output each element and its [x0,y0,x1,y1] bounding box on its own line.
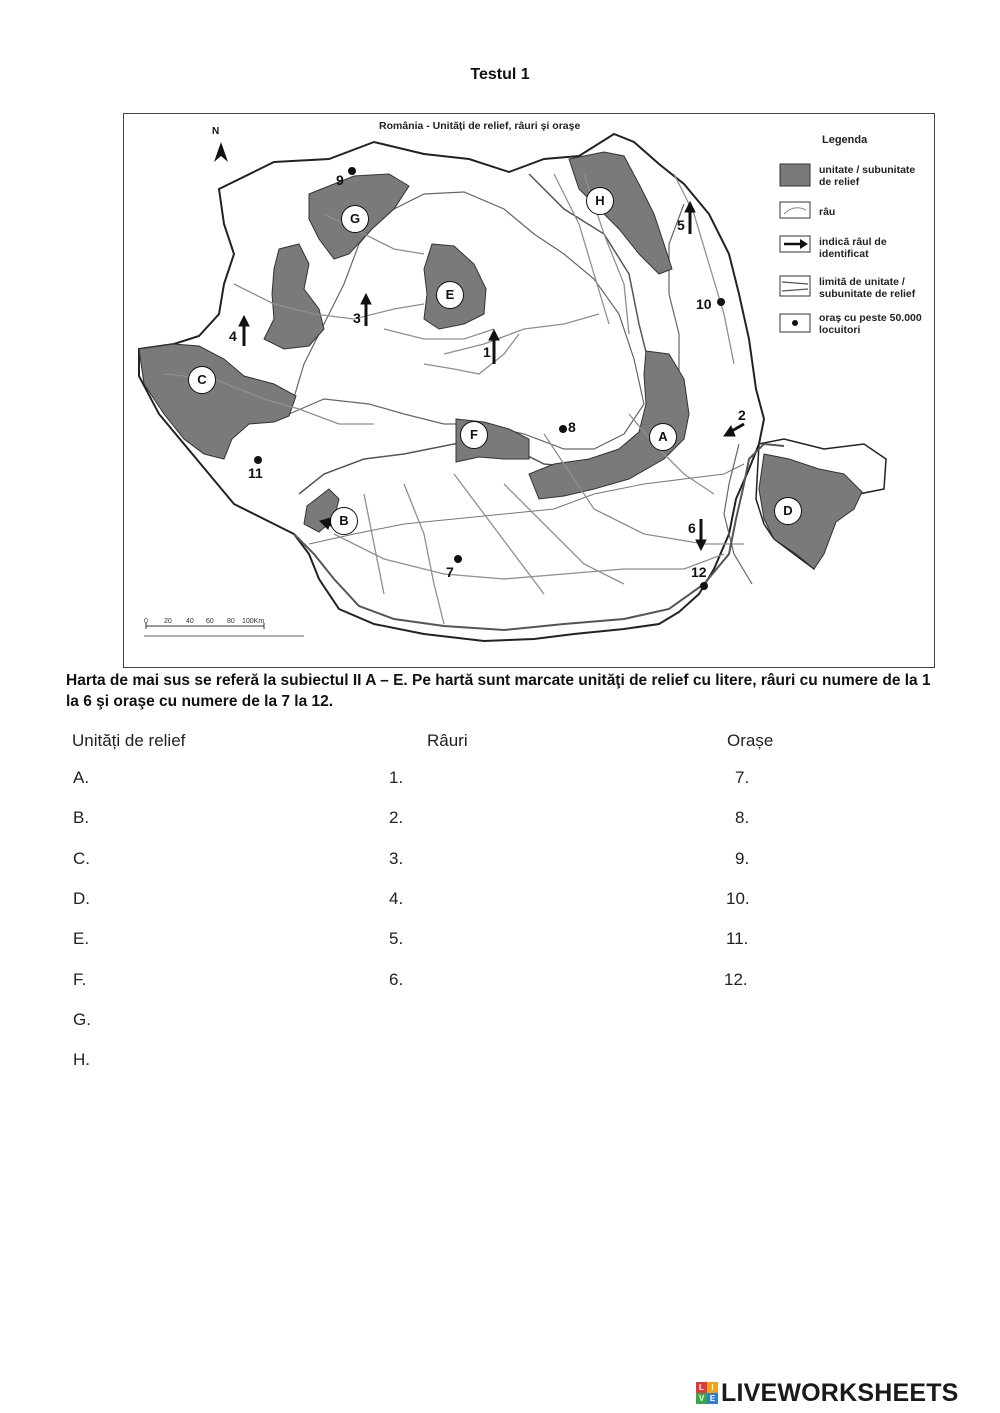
city-item-12: 12. [724,970,748,989]
logo-letter-e: E [707,1393,718,1404]
scale-tick-0: 0 [144,618,148,625]
relief-item-d: D. [73,889,90,908]
river-item-6: 6. [389,970,404,989]
relief-label-d: D [774,497,802,525]
north-arrow-icon [214,142,228,162]
legend-item-relief: unitate / subunitate de relief [819,164,916,188]
relief-label-c: C [188,366,216,394]
river-item-5: 5. [389,929,404,948]
relief-item-a: A. [73,768,90,787]
relief-item-c: C. [73,849,90,868]
relief-label-f: F [460,421,488,449]
relief-item-g: G. [73,1010,91,1029]
relief-item-h: H. [73,1050,90,1069]
column-header-rivers: Râuri [427,731,468,750]
city-item-10: 10. [726,889,750,908]
city-label-7: 7 [446,564,454,580]
legend-item-river: râu [819,206,836,218]
logo-letter-i: I [707,1382,718,1393]
page-title: Testul 1 [470,66,530,83]
city-item-11: 11. [726,929,749,948]
legend-title: Legenda [822,134,868,146]
river-item-4: 4. [389,889,404,908]
legend-fill-symbol [780,164,810,186]
column-header-cities: Orașe [727,731,774,750]
city-label-9: 9 [336,172,344,188]
north-label: N [212,126,220,137]
city-label-10: 10 [696,296,712,312]
river-label-1: 1 [483,344,491,360]
city-label-11: 11 [248,465,263,481]
map-drawing [124,114,934,667]
logo-letter-l: L [696,1382,707,1393]
scale-tick-100: 100Km [242,618,265,625]
romania-map [123,113,935,668]
legend-item-boundary: limită de unitate / subunitate de relief [819,276,916,300]
relief-item-e: E. [73,929,90,948]
city-label-8: 8 [568,419,576,435]
liveworksheets-logo-icon [696,1382,718,1404]
river-item-2: 2. [389,808,404,827]
river-label-4: 4 [229,328,237,344]
river-label-5: 5 [677,217,685,233]
river-label-6: 6 [688,520,696,536]
city-label-12: 12 [691,564,707,580]
legend-boundary-symbol [780,276,810,296]
intro-text: Harta de mai sus se referă la subiectul II A – E. Pe hartă sunt marcate unităţi de relief cu litere, râuri cu numere de la 1 la 6 şi oraşe cu numere de la 7 la 12. [66,672,931,710]
city-item-8: 8. [735,808,750,827]
brand-text: LIVEWORKSHEETS [721,1378,959,1407]
relief-label-g: G [341,205,369,233]
scale-tick-40: 40 [186,618,194,625]
relief-label-e: E [436,281,464,309]
map-title: România - Unități de relief, râuri şi oraşe [379,120,581,132]
relief-label-h: H [586,187,614,215]
relief-label-b: B [330,507,358,535]
city-item-9: 9. [735,849,750,868]
river-label-2: 2 [738,407,746,423]
relief-item-f: F. [73,970,87,989]
legend-item-city: oraş cu peste 50.000 locuitori [819,312,922,336]
scale-tick-60: 60 [206,618,214,625]
city-item-7: 7. [735,768,750,787]
river-label-3: 3 [353,310,361,326]
relief-label-a: A [649,423,677,451]
river-item-3: 3. [389,849,404,868]
scale-tick-20: 20 [164,618,172,625]
legend-item-arrow: indică râul de identificat [819,236,887,260]
logo-letter-v: V [696,1393,707,1404]
liveworksheets-brand[interactable] [696,1380,959,1406]
river-item-1: 1. [389,768,404,787]
column-header-relief: Unități de relief [72,731,186,750]
relief-item-b: B. [73,808,90,827]
scale-tick-80: 80 [227,618,235,625]
